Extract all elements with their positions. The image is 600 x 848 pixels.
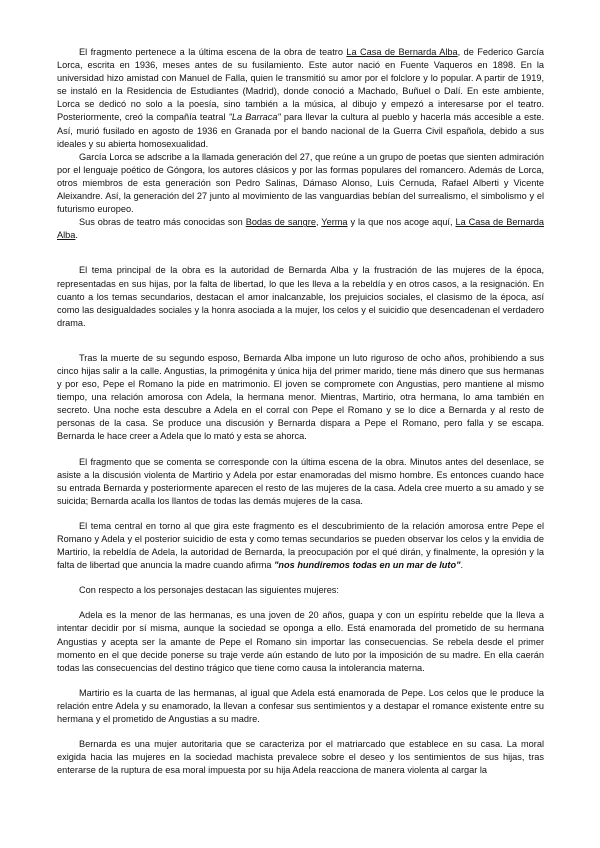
paragraph-martirio: Martirio es la cuarta de las hermanas, al igual que Adela está enamorada de Pepe. Los celos que le produce la relación entre Adela y su enamorado, la llevan a confesar sus sentimientos y a destapar el romance existente entre su hermana y el prometido de Angustias a su madre. (57, 687, 544, 725)
paragraph-characters-intro: Con respecto a los personajes destacan las siguientes mujeres: (79, 585, 339, 596)
paragraph-main-theme: El tema principal de la obra es la autoridad de Bernarda Alba y la frustración de las mujeres de la época, representadas en sus hijas, por la falta de libertad, lo que les lleva a la rebeldía y en otros casos, a la resignación. En cuanto a los temas secundarios, destacan el amor inalcanzable, los prejuicios sociales, el clasismo de la época, así como las desigualdades sociales y la honra asociada a la mujer, los celos y el suicidio que desencadenan el verdadero drama. (57, 265, 544, 328)
paragraph-generation-27: García Lorca se adscribe a la llamada generación del 27, que reúne a un grupo de poetas que sienten admiración por el lenguaje poético de Góngora, los autores clásicos y por las formas populares del romancero. Además de Lorca, otros miembros de esta generación son Pedro Salinas, Dámaso Alonso, Luis Cernuda, Rafael Alberti y Vicente Aleixandre. Así, la generación del 27 junto al movimiento de las vanguardias bebían del surrealismo, el simbolismo y el futurismo europeo. (57, 151, 544, 215)
paragraph-bernarda: Bernarda es una mujer autoritaria que se caracteriza por el matriarcado que establece en su casa. La moral exigida hacia las mujeres en la sociedad machista prevalece sobre el deseo y los sentimientos de sus hijas, tras enterarse de la ruptura de esa moral impuesta por su hija Adela reacciona de manera violenta al cargar la (57, 739, 544, 776)
paragraph-plot: Tras la muerte de su segundo esposo, Bernarda Alba impone un luto riguroso de ocho años, prohibiendo a sus cinco hijas salir a la calle. Angustias, la primogénita y única hija del primer marido, tiene más dinero que sus hermanas y por eso, Pepe el Romano la pide en matrimonio. El joven se compromete con Angustias, pero mantiene al mismo tiempo, una relación amorosa con Adela, la hermana menor. Mientras, Martirio, otra hermana, lo ama también en secreto. Una noche esta descubre a Adela en el corral con Pepe el Romano y se lo dice a Bernarda y al resto de personas de la casa. Se produce una discusión y Bernarda dispara a Pepe el Romano, pero falla y se escapa. Bernarda le hace creer a Adela que lo mató y esta se ahorca. (57, 352, 544, 442)
paragraph-intro: El fragmento pertenece a la última escena de la obra de teatro La Casa de Bernarda Alba, de Federico García Lorca, escrita en 1936, meses antes de su fusilamiento. Este autor nació en Fuente Vaqueros en 1898. En la universidad hizo amistad con Manuel de Falla, quien le transmitió su amor por el folclore y lo popular. A partir de 1919, se instaló en la Residencia de Estudiantes (Madrid), donde conoció a Machado, Buñuel o Dalí. En este ambiente, Lorca se dedicó no solo a la poesía, sino también a la música, al dibujo y empezó a interesarse por el teatro. Posteriormente, creó la compañía teatral "La Barraca" para llevar la cultura al pueblo y hacerla más accesible a este. Así, murió fusilado en agosto de 1936 en Granada por el bando nacional de la Guerra Civil española, debido a sus ideales y su abierta homosexualidad. (57, 47, 545, 149)
work-title-bodas: Bodas de sangre (245, 217, 316, 228)
paragraph-fragment: El fragmento que se comenta se corresponde con la última escena de la obra. Minutos antes del desenlace, se asiste a la discusión violenta de Martirio y Adela por estar enamoradas del mismo hombre. Es entonces cuando hace su entrada Bernarda y posteriormente aparecen el resto de las mujeres de la casa. Adela cree muerto a su amado y se suicida; Bernarda acalla los llantos de todas las demás mujeres de la casa. (57, 456, 544, 506)
paragraph-central-theme: El tema central en torno al que gira este fragmento es el descubrimiento de la relación amorosa entre Pepe el Romano y Adela y el posterior suicidio de esta y como temas secundarios se pueden observar los celos y la envidia de Martirio, la rebeldía de Adela, la autoridad de Bernarda, la preocupación por el qué dirán, y finalmente, la opresión y la falta de libertad que anuncia la madre cuando afirma "nos hundiremos todas en un mar de luto". (57, 520, 544, 571)
work-title-bernarda: La Casa de Bernarda Alba (57, 217, 545, 241)
paragraph-adela: Adela es la menor de las hermanas, es una joven de 20 años, guapa y con un espíritu rebelde que la lleva a intentar decidir por sí misma, aunque la sociedad se oponga a ello. Está enamorada del prometido de su hermana Angustias y acepta ser la amante de Pepe el Romano sin importar las consecuencias. Se rebela desde el primer momento en el que decide ponerse su traje verde aún estando de luto por la imposición de su madre. En ella caerán todas las consecuencias del destino trágico que tiene como causa la intolerancia materna. (57, 610, 544, 673)
work-title-yerma: Yerma (321, 217, 348, 228)
play-title-link: La Casa de Bernarda Alba (346, 47, 458, 57)
paragraph-works: Sus obras de teatro más conocidas son Bodas de sangre, Yerma y la que nos acoge aquí, La Casa de Bernarda Alba. (57, 217, 545, 241)
company-name: "La Barraca" (228, 112, 281, 123)
mother-quote: "nos hundiremos todas en un mar de luto" (274, 560, 461, 571)
